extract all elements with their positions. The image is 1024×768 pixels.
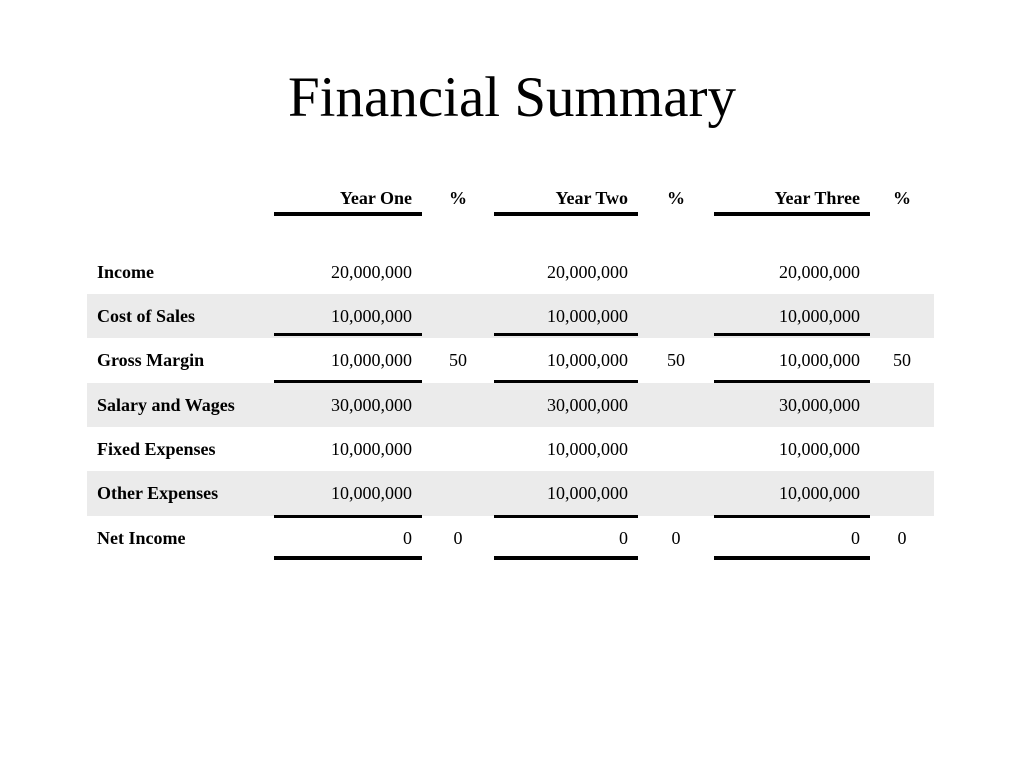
year-three-value: 20,000,000 [779,261,860,282]
year-one-value: 10,000,000 [331,438,412,459]
year-one-value: 20,000,000 [331,261,412,282]
year-two-value: 0 [619,527,628,548]
table-row-income [87,250,934,294]
table-row-gross-margin [87,338,934,383]
header-underline [274,212,422,216]
row-label: Income [97,261,154,282]
header-percent-two: % [667,188,685,208]
year-two-value: 10,000,000 [547,305,628,326]
year-two-value: 10,000,000 [547,350,628,370]
year-three-percent [883,250,921,294]
row-label: Salary and Wages [97,394,235,415]
year-three-percent: 50 [893,350,911,370]
header-year-two: Year Two [555,188,628,208]
year-two-value: 10,000,000 [547,438,628,459]
year-one-value: 10,000,000 [331,305,412,326]
subtotal-line [274,333,422,336]
row-label: Net Income [97,527,186,548]
year-three-value: 10,000,000 [779,438,860,459]
total-double-underline [714,556,870,560]
subtotal-line [714,333,870,336]
year-two-percent [657,471,695,516]
row-label: Cost of Sales [97,305,195,326]
row-label: Fixed Expenses [97,438,216,459]
year-three-value: 0 [851,527,860,548]
year-one-percent [439,471,477,516]
year-one-percent [439,427,477,471]
header-year-three: Year Three [774,188,860,208]
year-one-percent: 50 [449,350,467,370]
year-three-percent [883,294,921,338]
table-row-cost-of-sales [87,294,934,338]
year-two-percent [657,294,695,338]
year-one-value: 10,000,000 [331,350,412,370]
table-spacer [87,224,934,250]
header-percent-three: % [893,188,911,208]
year-two-percent: 50 [667,350,685,370]
year-three-value: 10,000,000 [779,305,860,326]
year-one-value: 0 [403,527,412,548]
year-one-percent [439,250,477,294]
year-three-percent: 0 [897,527,907,548]
row-label: Gross Margin [97,350,205,370]
table-header-row [87,174,934,224]
header-underline [494,212,638,216]
year-two-value: 20,000,000 [547,261,628,282]
year-two-percent [657,383,695,427]
year-two-percent [657,250,695,294]
year-one-value: 10,000,000 [331,483,412,503]
table-row-salary-and-wages [87,383,934,427]
financial-summary-table [87,174,934,560]
total-double-underline [494,556,638,560]
year-two-percent [657,427,695,471]
table-row-net-income [87,516,934,560]
subtotal-line [494,333,638,336]
page-title: Financial Summary [287,66,736,129]
year-three-percent [883,471,921,516]
year-three-value: 10,000,000 [779,350,860,370]
table-row-other-expenses [87,471,934,516]
year-one-percent [439,383,477,427]
year-three-percent [883,383,921,427]
year-one-percent [439,294,477,338]
table-row-fixed-expenses [87,427,934,471]
header-underline [714,212,870,216]
total-double-underline [274,556,422,560]
year-two-value: 30,000,000 [547,394,628,415]
year-three-percent [883,427,921,471]
year-one-percent: 0 [453,527,463,548]
year-three-value: 10,000,000 [779,483,860,503]
year-two-percent: 0 [671,527,681,548]
header-year-one: Year One [339,188,412,208]
year-one-value: 30,000,000 [331,394,412,415]
year-three-value: 30,000,000 [779,394,860,415]
year-two-value: 10,000,000 [547,483,628,503]
header-percent-one: % [449,188,467,208]
row-label: Other Expenses [97,483,219,503]
